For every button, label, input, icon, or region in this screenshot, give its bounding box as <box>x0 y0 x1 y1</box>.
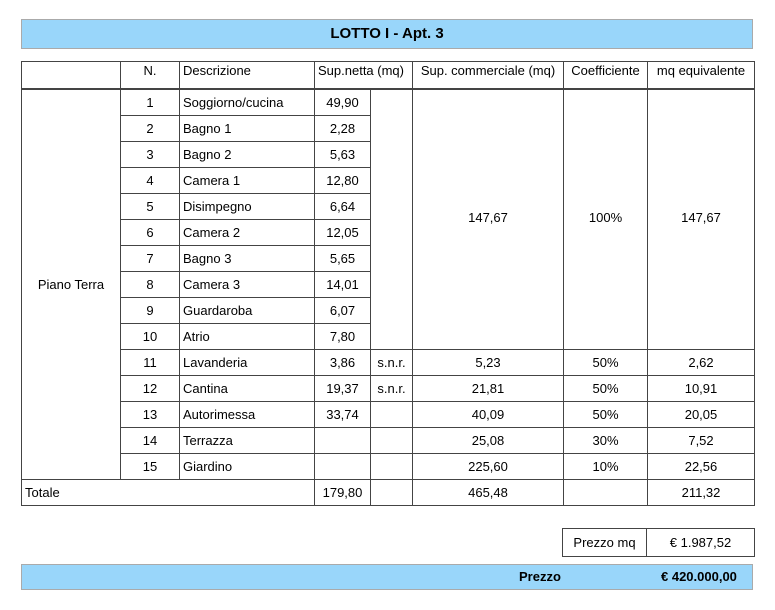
room-number: 10 <box>121 324 180 350</box>
group-mq-equivalente: 147,67 <box>648 90 755 350</box>
room-number: 6 <box>121 220 180 246</box>
room-number: 14 <box>121 428 180 454</box>
room-number: 11 <box>121 350 180 376</box>
room-number: 5 <box>121 194 180 220</box>
header-empty <box>22 62 121 89</box>
sup-netta-value: 12,05 <box>315 220 371 246</box>
mq-equivalente-value: 20,05 <box>648 402 755 428</box>
header-n: N. <box>121 62 180 89</box>
coefficiente-value: 50% <box>564 350 648 376</box>
price-banner <box>21 564 753 590</box>
prezzo-mq-value: € 1.987,52 <box>647 529 755 557</box>
room-number: 1 <box>121 90 180 116</box>
sup-netta-value: 49,90 <box>315 90 371 116</box>
page-title: LOTTO I - Apt. 3 <box>330 25 444 42</box>
coefficiente-value: 30% <box>564 428 648 454</box>
room-description: Bagno 2 <box>180 142 315 168</box>
sup-netta-value: 7,80 <box>315 324 371 350</box>
sup-netta-value: 5,65 <box>315 246 371 272</box>
mq-equivalente-value: 10,91 <box>648 376 755 402</box>
table-row <box>22 402 755 428</box>
note-empty <box>371 90 413 350</box>
room-number: 3 <box>121 142 180 168</box>
header-coefficiente: Coefficiente <box>564 62 648 89</box>
header-sup-commerciale: Sup. commerciale (mq) <box>413 62 564 89</box>
room-description: Soggiorno/cucina <box>180 90 315 116</box>
header-descrizione: Descrizione <box>180 62 315 89</box>
sup-netta-value: 12,80 <box>315 168 371 194</box>
room-description: Bagno 3 <box>180 246 315 272</box>
totale-sup-netta: 179,80 <box>315 480 371 506</box>
room-number: 13 <box>121 402 180 428</box>
sup-netta-value: 19,37 <box>315 376 371 402</box>
coefficiente-value: 50% <box>564 376 648 402</box>
totale-row <box>22 480 755 506</box>
header-sup-netta: Sup.netta (mq) <box>315 62 413 89</box>
sup-netta-value: 33,74 <box>315 402 371 428</box>
room-description: Terrazza <box>180 428 315 454</box>
sup-netta-value: 6,64 <box>315 194 371 220</box>
note-value <box>371 402 413 428</box>
floor-label: Piano Terra <box>22 90 121 480</box>
totale-mq-equivalente: 211,32 <box>648 480 755 506</box>
note-value <box>371 454 413 480</box>
mq-equivalente-value: 7,52 <box>648 428 755 454</box>
mq-equivalente-value: 2,62 <box>648 350 755 376</box>
title-banner <box>21 19 753 49</box>
prezzo-label: Prezzo <box>519 569 561 584</box>
room-number: 9 <box>121 298 180 324</box>
totale-sup-commerciale: 465,48 <box>413 480 564 506</box>
table-row <box>22 454 755 480</box>
room-description: Camera 1 <box>180 168 315 194</box>
room-number: 12 <box>121 376 180 402</box>
room-description: Atrio <box>180 324 315 350</box>
note-value: s.n.r. <box>371 350 413 376</box>
sup-netta-value: 14,01 <box>315 272 371 298</box>
room-description: Camera 2 <box>180 220 315 246</box>
sup-netta-value: 5,63 <box>315 142 371 168</box>
note-value <box>371 428 413 454</box>
sup-commerciale-value: 21,81 <box>413 376 564 402</box>
coefficiente-value: 50% <box>564 402 648 428</box>
sup-commerciale-value: 5,23 <box>413 350 564 376</box>
sup-netta-value: 2,28 <box>315 116 371 142</box>
group-coefficiente: 100% <box>564 90 648 350</box>
table-row <box>22 90 755 116</box>
coefficiente-value: 10% <box>564 454 648 480</box>
room-description: Giardino <box>180 454 315 480</box>
room-description: Camera 3 <box>180 272 315 298</box>
sup-netta-value <box>315 428 371 454</box>
room-description: Autorimessa <box>180 402 315 428</box>
room-number: 2 <box>121 116 180 142</box>
sup-netta-value: 6,07 <box>315 298 371 324</box>
room-description: Guardaroba <box>180 298 315 324</box>
prezzo-mq-label: Prezzo mq <box>563 529 647 557</box>
room-number: 4 <box>121 168 180 194</box>
sup-commerciale-value: 225,60 <box>413 454 564 480</box>
header-row <box>22 62 755 89</box>
totale-note-empty <box>371 480 413 506</box>
apartment-table <box>21 61 755 506</box>
totale-coeff-empty <box>564 480 648 506</box>
mq-equivalente-value: 22,56 <box>648 454 755 480</box>
table-row <box>22 350 755 376</box>
header-mq-equivalente: mq equivalente <box>648 62 755 89</box>
room-description: Bagno 1 <box>180 116 315 142</box>
table-row <box>22 376 755 402</box>
room-number: 7 <box>121 246 180 272</box>
sup-netta-value <box>315 454 371 480</box>
prezzo-mq-box <box>562 528 755 557</box>
prezzo-value: € 420.000,00 <box>661 569 737 584</box>
room-description: Lavanderia <box>180 350 315 376</box>
room-description: Cantina <box>180 376 315 402</box>
room-description: Disimpegno <box>180 194 315 220</box>
room-number: 15 <box>121 454 180 480</box>
sup-commerciale-value: 40,09 <box>413 402 564 428</box>
sup-netta-value: 3,86 <box>315 350 371 376</box>
sup-commerciale-value: 25,08 <box>413 428 564 454</box>
table-row <box>22 428 755 454</box>
room-number: 8 <box>121 272 180 298</box>
note-value: s.n.r. <box>371 376 413 402</box>
group-sup-commerciale: 147,67 <box>413 90 564 350</box>
totale-label: Totale <box>22 480 315 506</box>
